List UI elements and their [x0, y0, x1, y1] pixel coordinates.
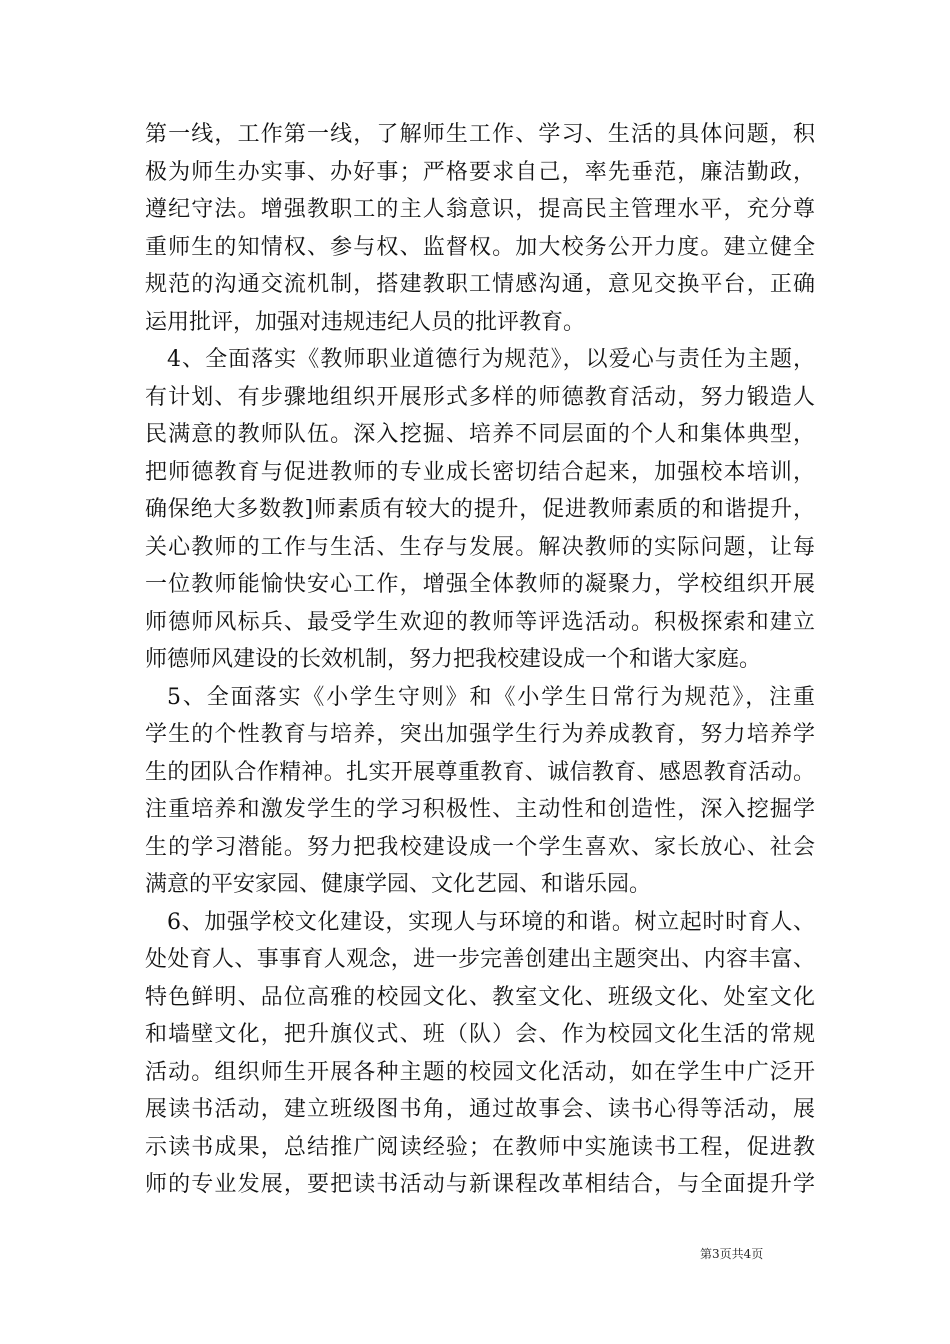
text-line: 生的团队合作精神。扎实开展尊重教育、诚信教育、感恩教育活动。	[145, 759, 815, 785]
text-line: 师德师风标兵、最受学生欢迎的教师等评选活动。积极探索和建立	[145, 609, 815, 635]
text-line: 一位教师能愉快安心工作，增强全体教师的凝聚力，学校组织开展	[145, 572, 815, 597]
text-line: 师德师风建设的长效机制，努力把我校建设成一个和谐大家庭。	[145, 647, 762, 672]
text-line: 关心教师的工作与生活、生存与发展。解决教师的实际问题，让每	[145, 534, 815, 560]
text-line: 5、全面落实《小学生守则》和《小学生日常行为规范》，注重	[167, 684, 815, 710]
text-line: 展读书活动，建立班级图书角，通过故事会、读书心得等活动，展	[145, 1097, 815, 1122]
page-number-footer: 第3页共4页	[700, 1247, 764, 1261]
text-line: 把师德教育与促进教师的专业成长密切结合起来，加强校本培训，	[145, 459, 815, 485]
text-line: 4、全面落实《教师职业道德行为规范》，以爱心与责任为主题，	[167, 347, 815, 372]
text-line: 注重培养和激发学生的学习积极性、主动性和创造性，深入挖掘学	[145, 797, 815, 822]
document-body	[145, 116, 815, 1204]
text-line: 特色鲜明、品位高雅的校园文化、教室文化、班级文化、处室文化	[145, 984, 815, 1010]
text-line: 处处育人、事事育人观念，进一步完善创建出主题突出、内容丰富、	[145, 947, 815, 972]
text-line: 重师生的知情权、参与权、监督权。加大校务公开力度。建立健全	[145, 234, 815, 260]
text-line: 有计划、有步骤地组织开展形式多样的师德教育活动，努力锻造人	[145, 384, 815, 410]
text-line: 示读书成果，总结推广阅读经验；在教师中实施读书工程，促进教	[145, 1134, 815, 1160]
text-line: 运用批评，加强对违规违纪人员的批评教育。	[145, 309, 586, 335]
text-line: 规范的沟通交流机制，搭建教职工情感沟通，意见交换平台，正确	[145, 272, 815, 297]
text-line: 学生的个性教育与培养，突出加强学生行为养成教育，努力培养学	[145, 722, 815, 747]
text-line: 第一线，工作第一线，了解师生工作、学习、生活的具体问题，积	[145, 122, 815, 147]
text-line: 活动。组织师生开展各种主题的校园文化活动，如在学生中广泛开	[145, 1059, 815, 1085]
text-line: 师的专业发展，要把读书活动与新课程改革相结合，与全面提升学	[145, 1172, 815, 1197]
text-line: 和墙壁文化，把升旗仪式、班（队）会、作为校园文化生活的常规	[145, 1022, 815, 1047]
text-line: 民满意的教师队伍。深入挖掘、培养不同层面的个人和集体典型，	[145, 422, 815, 447]
text-line: 遵纪守法。增强教职工的主人翁意识，提高民主管理水平，充分尊	[145, 197, 815, 222]
text-line: 6、加强学校文化建设，实现人与环境的和谐。树立起时时育人、	[167, 909, 815, 935]
text-line: 满意的平安家园、健康学园、文化艺园、和谐乐园。	[145, 872, 652, 897]
text-line: 确保绝大多数教]师素质有较大的提升，促进教师素质的和谐提升，	[145, 497, 815, 522]
text-line: 生的学习潜能。努力把我校建设成一个学生喜欢、家长放心、社会	[145, 834, 815, 860]
text-line: 极为师生办实事、办好事；严格要求自己，率先垂范，廉洁勤政，	[145, 159, 815, 185]
